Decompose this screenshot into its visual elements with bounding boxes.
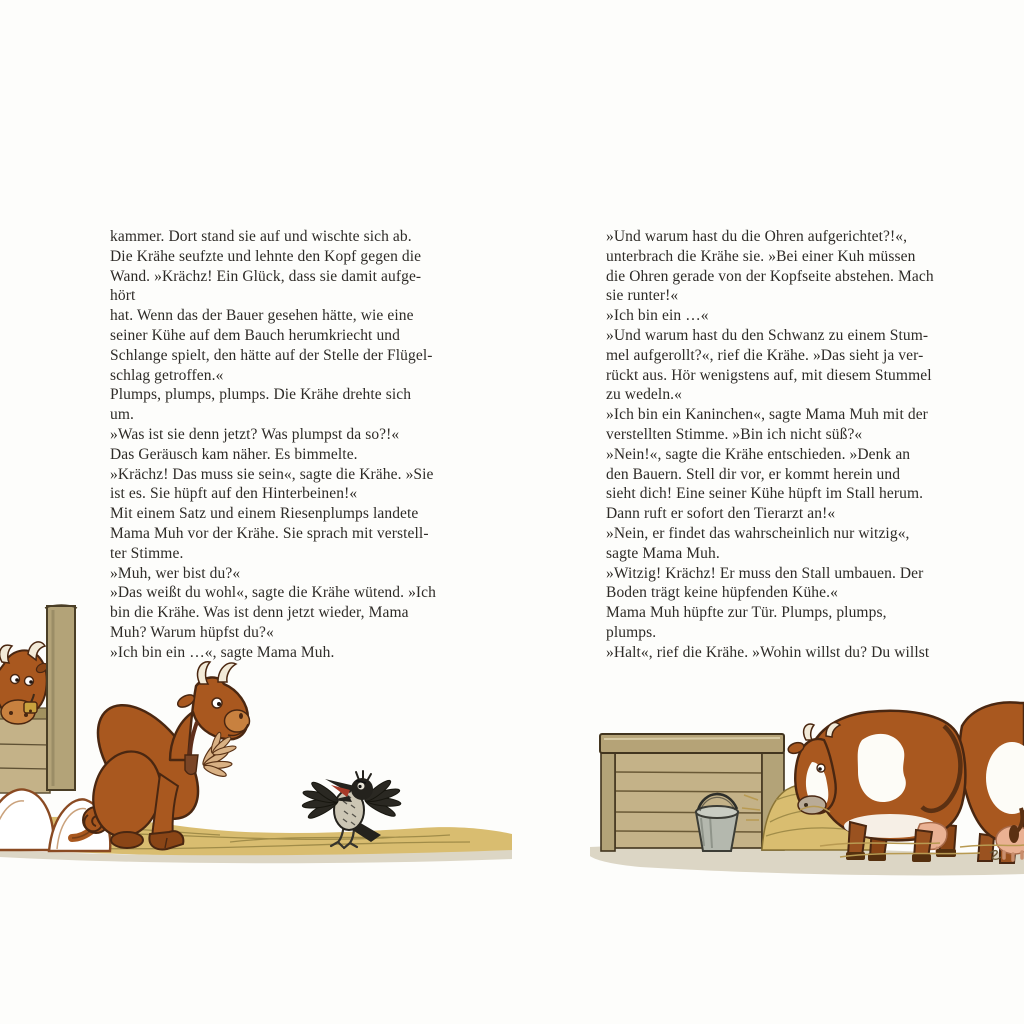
- text-line: »Ich bin ein …«, sagte Mama Muh.: [110, 643, 335, 661]
- text-line: »Halt«, rief die Krähe. »Wohin willst du? Du willst: [606, 643, 930, 661]
- text-line: »Ich bin ein …«: [606, 307, 709, 325]
- text-line: Boden trägt keine hüpfenden Kühe.«: [606, 584, 838, 602]
- raised-paws: [201, 731, 237, 778]
- text-line: Dann ruft er sofort den Tierarzt an!«: [606, 505, 836, 523]
- text-line: »Was ist sie denn jetzt? Was plumpst da so?!«: [110, 425, 400, 443]
- text-line: bin die Krähe. Was ist denn jetzt wieder, Mama: [110, 604, 409, 622]
- text-line: »Krächz! Das muss sie sein«, sagte die Krähe. »Sie: [110, 465, 434, 483]
- text-line: zu wedeln.«: [606, 386, 682, 404]
- text-line: den Bauern. Stell dir vor, er kommt herein und: [606, 465, 901, 483]
- left-scene: [0, 605, 512, 863]
- text-line: schlag getroffen.«: [110, 366, 224, 384]
- text-line: Plumps, plumps, plumps. Die Krähe drehte sich: [110, 386, 412, 404]
- text-line: rückt aus. Hör wenigstens auf, mit diesem Stummel: [606, 366, 932, 384]
- text-line: kammer. Dort stand sie auf und wischte sich ab.: [110, 228, 412, 245]
- text-line: seiner Kühe auf dem Bauch herumkriecht und: [110, 326, 400, 344]
- text-line: verstellten Stimme. »Bin ich nicht süß?«: [606, 425, 863, 443]
- back-cow: [960, 702, 1024, 863]
- text-line: »Ich bin ein Kaninchen«, sagte Mama Muh mit der: [606, 406, 928, 424]
- text-line: sieht dich! Eine seiner Kühe hüpft im Stall herum.: [606, 485, 924, 503]
- text-line: Mit einem Satz und einem Riesenplumps landete: [110, 505, 419, 523]
- text-line: hört: [110, 287, 136, 305]
- text-line: »Das weißt du wohl«, sagte die Krähe wütend. »Ich: [110, 584, 437, 602]
- text-line: »Muh, wer bist du?«: [110, 564, 241, 582]
- mama-muh-crouching: [72, 662, 250, 850]
- text-line: Muh? Warum hüpfst du?«: [110, 623, 274, 641]
- stall-cow-peeking: [0, 605, 77, 793]
- text-line: plumps.: [606, 623, 657, 641]
- text-line: »Und warum hast du die Ohren aufgerichtet?!«,: [606, 228, 908, 245]
- text-line: »Nein, er findet das wahrscheinlich nur witzig«,: [606, 524, 910, 542]
- text-line: »Und warum hast du den Schwanz zu einem Stum-: [606, 326, 929, 344]
- text-line: »Nein!«, sagte die Krähe entschieden. »Denk an: [606, 445, 911, 463]
- text-line: »Witzig! Krächz! Er muss den Stall umbauen. Der: [606, 564, 924, 582]
- right-scene: [590, 702, 1024, 875]
- text-line: Das Geräusch kam näher. Es bimmelte.: [110, 445, 358, 463]
- text-line: die Ohren gerade von der Kopfseite abstehen. Mach: [606, 267, 934, 285]
- illustration-strip: [0, 590, 1024, 890]
- text-line: Schlange spielt, den hätte auf der Stelle der Flügel-: [110, 346, 433, 364]
- text-line: Die Krähe seufzte und lehnte den Kopf gegen die: [110, 247, 422, 265]
- text-line: mel aufgerollt?«, rief die Krähe. »Das sieht ja ver-: [606, 346, 924, 364]
- text-line: Wand. »Krächz! Ein Glück, dass sie damit aufge-: [110, 267, 422, 285]
- wooden-fence: [600, 734, 784, 851]
- text-line: sie runter!«: [606, 287, 679, 305]
- text-line: sagte Mama Muh.: [606, 544, 720, 562]
- text-line: hat. Wenn das der Bauer gesehen hätte, wie eine: [110, 307, 414, 325]
- text-line: unterbrach die Krähe sie. »Bei einer Kuh müssen: [606, 247, 916, 265]
- text-line: Mama Muh vor der Krähe. Sie sprach mit verstell-: [110, 524, 429, 542]
- text-line: ist es. Sie hüpft auf den Hinterbeinen!«: [110, 485, 358, 503]
- text-line: Mama Muh hüpfte zur Tür. Plumps, plumps,: [606, 604, 887, 622]
- text-line: um.: [110, 406, 134, 424]
- text-line: ter Stimme.: [110, 544, 184, 562]
